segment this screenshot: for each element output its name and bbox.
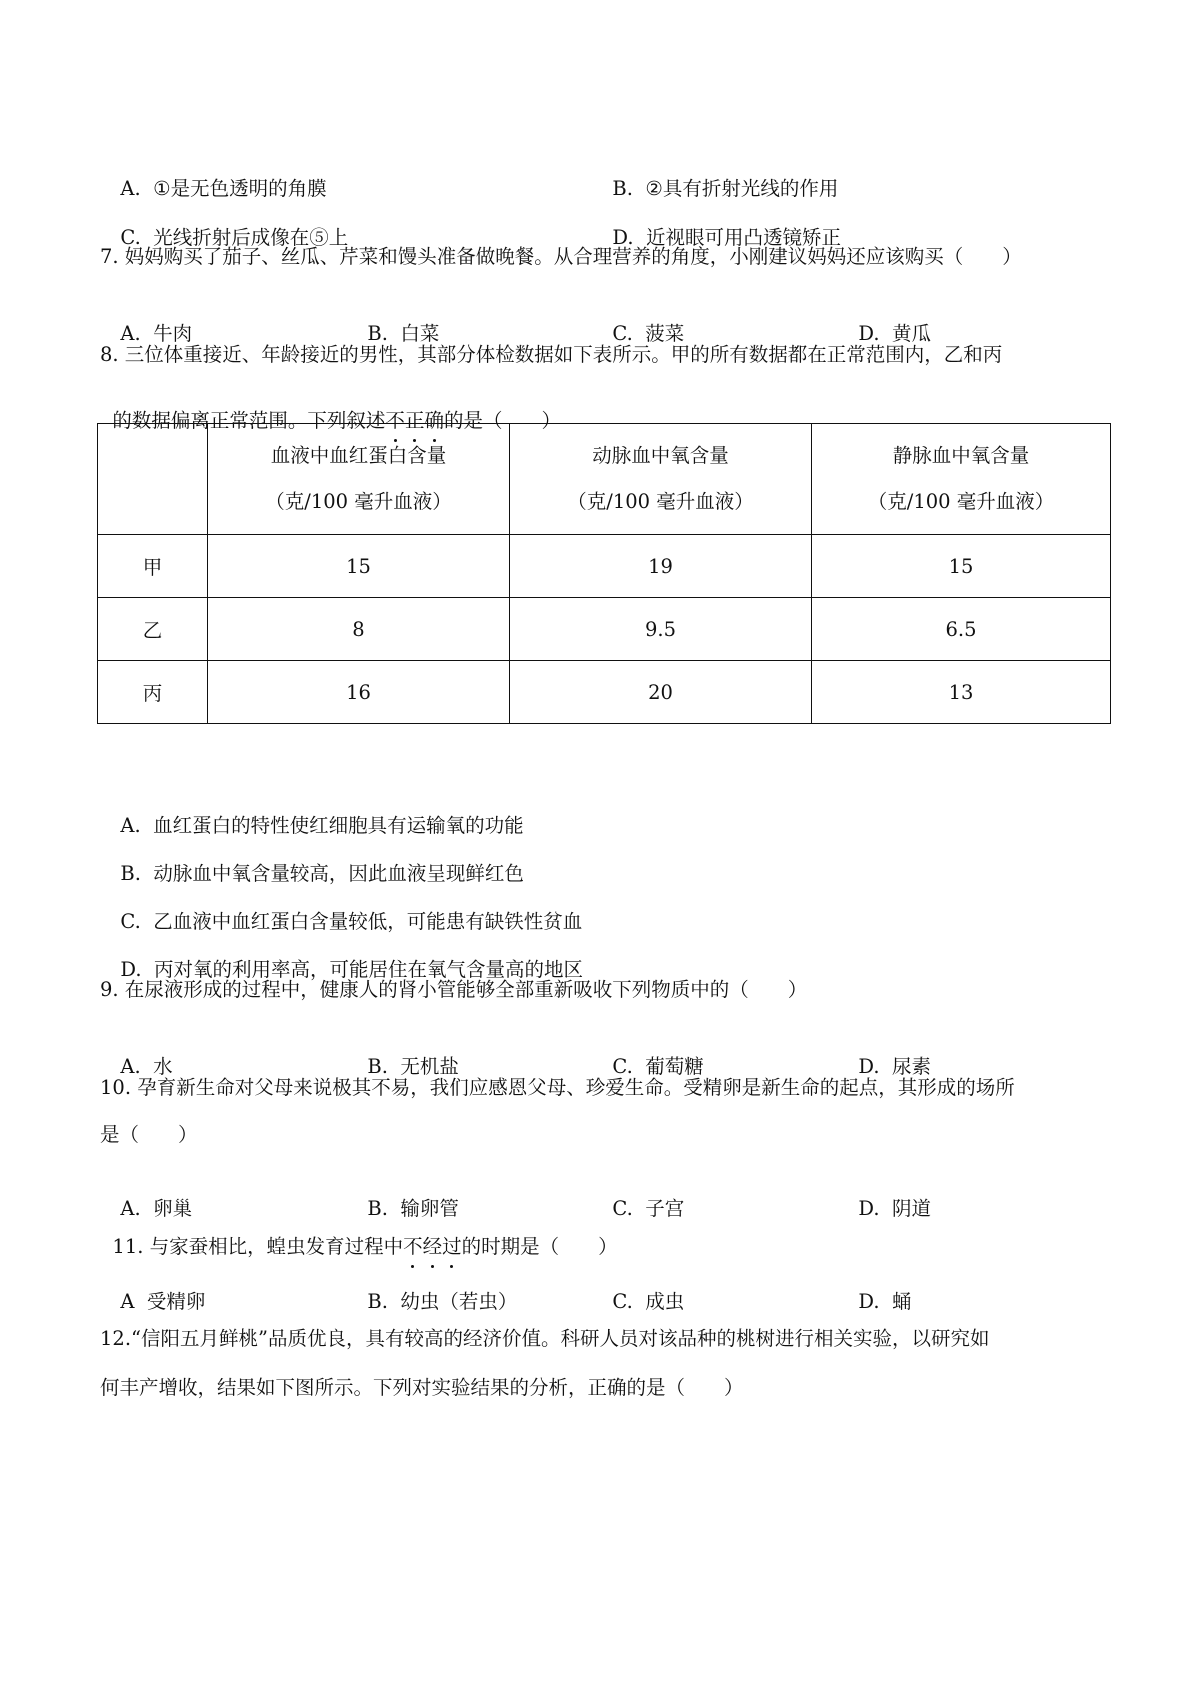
q9-option-b: B. 无机盐 [367, 1055, 459, 1078]
q8-stem-line1: 8. 三位体重接近、年龄接近的男性，其部分体检数据如下表所示。甲的所有数据都在正常范围内，乙和丙 [100, 343, 1003, 366]
emphasis-char: 正 [405, 407, 425, 435]
emphasis-char: 经 [423, 1233, 443, 1261]
q11-stem: 11. 与家蚕相比，蝗虫发育过程中不经过的时期是（ ） [100, 1205, 618, 1261]
q7-option-c: C. 菠菜 [612, 322, 685, 345]
emphasis-char: 不 [385, 407, 405, 435]
q10-option-b: B. 输卵管 [367, 1197, 459, 1220]
row-label-cell: 丙 [98, 661, 208, 724]
q9-option-c: C. 葡萄糖 [612, 1055, 704, 1078]
q10-option-a: A. 卵巢 [120, 1197, 193, 1220]
q7-option-d: D. 黄瓜 [858, 322, 931, 345]
emphasis-char: 过 [442, 1233, 462, 1261]
q7-option-b: B. 白菜 [367, 322, 440, 345]
q10-stem-line2: 是（ ） [100, 1123, 198, 1146]
q8-option-c: C. 乙血液中血红蛋白含量较低，可能患有缺铁性贫血 [120, 910, 583, 933]
table-row [98, 598, 1111, 661]
q10-option-c: C. 子宫 [612, 1197, 685, 1220]
table-cell: 8 [208, 598, 510, 661]
table-header-cell: 静脉血中氧含量 （克/100 毫升血液） [812, 424, 1111, 535]
table-cell: 16 [208, 661, 510, 724]
emphasis-char: 不 [403, 1233, 423, 1261]
q8-option-d: D. 丙对氧的利用率高，可能居住在氧气含量高的地区 [120, 958, 583, 981]
table-cell: 15 [812, 535, 1111, 598]
q9-option-d: D. 尿素 [858, 1055, 931, 1078]
q10-stem-line1: 10. 孕育新生命对父母来说极其不易，我们应感恩父母、珍爱生命。受精卵是新生命的起点，其形成的场所 [100, 1076, 1015, 1099]
table-cell: 15 [208, 535, 510, 598]
table-corner-cell [98, 424, 208, 535]
table-cell: 6.5 [812, 598, 1111, 661]
q11-option-a: A 受精卵 [120, 1290, 206, 1313]
q8-option-b: B. 动脉血中氧含量较高，因此血液呈现鲜红色 [120, 862, 524, 885]
q6-option-c: C. 光线折射后成像在⑤上 [120, 226, 349, 249]
table-row [98, 661, 1111, 724]
table-cell: 9.5 [510, 598, 812, 661]
table-header-row [98, 424, 1111, 535]
q7-option-a: A. 牛肉 [120, 322, 193, 345]
q11-option-b: B. 幼虫（若虫） [367, 1290, 518, 1313]
row-label-cell: 甲 [98, 535, 208, 598]
q7-stem: 7. 妈妈购买了茄子、丝瓜、芹菜和馒头准备做晚餐。从合理营养的角度，小刚建议妈妈还应该购买（ ） [100, 245, 1022, 268]
q8-stem-line2: 的数据偏离正常范围。下列叙述不正确的是（ ） [100, 379, 561, 435]
table-header-cell: 血液中血红蛋白含量 （克/100 毫升血液） [208, 424, 510, 535]
q12-stem-line2: 何丰产增收，结果如下图所示。下列对实验结果的分析，正确的是（ ） [100, 1376, 744, 1399]
q6-option-b: B. ②具有折射光线的作用 [612, 177, 839, 200]
q6-option-d: D. 近视眼可用凸透镜矫正 [612, 226, 841, 249]
row-label-cell: 乙 [98, 598, 208, 661]
q10-option-d: D. 阴道 [858, 1197, 931, 1220]
q11-option-c: C. 成虫 [612, 1290, 685, 1313]
table-cell: 13 [812, 661, 1111, 724]
table-header-cell: 动脉血中氧含量 （克/100 毫升血液） [510, 424, 812, 535]
emphasis-char: 确 [424, 407, 444, 435]
table-cell: 20 [510, 661, 812, 724]
table-cell: 19 [510, 535, 812, 598]
q9-stem: 9. 在尿液形成的过程中，健康人的肾小管能够全部重新吸收下列物质中的（ ） [100, 978, 808, 1001]
q9-option-a: A. 水 [120, 1055, 173, 1078]
blood-data-table [97, 423, 1111, 724]
table-row [98, 535, 1111, 598]
q12-stem-line1: 12.“信阳五月鲜桃”品质优良，具有较高的经济价值。科研人员对该品种的桃树进行相关实验，以研究如 [100, 1327, 990, 1350]
q8-option-a: A. 血红蛋白的特性使红细胞具有运输氧的功能 [120, 814, 524, 837]
q6-option-a: A. ①是无色透明的角膜 [120, 177, 327, 200]
q11-option-d: D. 蛹 [858, 1290, 912, 1313]
